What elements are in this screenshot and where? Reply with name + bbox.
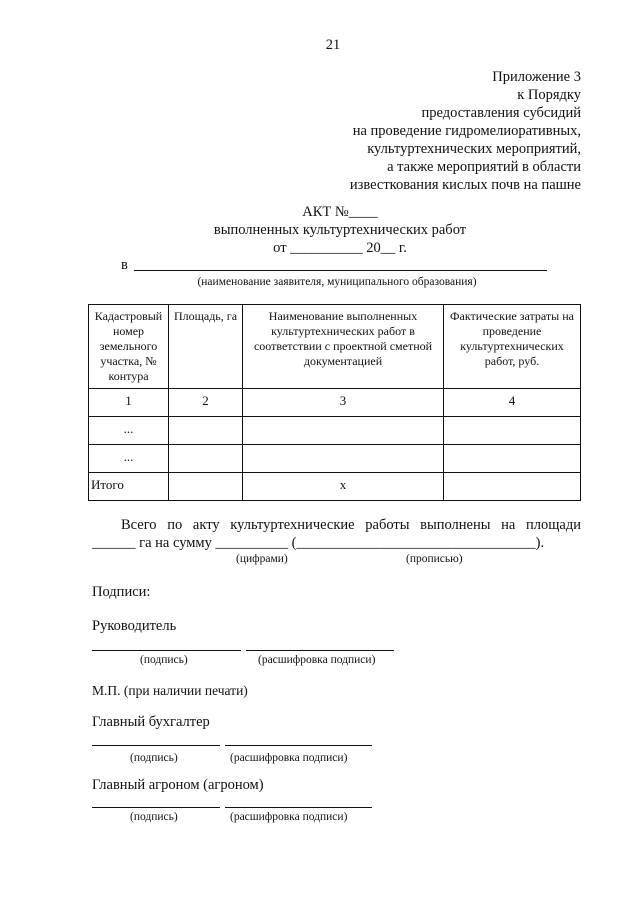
- cell: ...: [89, 445, 169, 473]
- appendix-line: предоставления субсидий: [421, 105, 581, 121]
- signer-role: Главный бухгалтер: [92, 714, 210, 730]
- act-subtitle: выполненных культуртехнических работ: [213, 222, 467, 238]
- table-row: [89, 417, 581, 445]
- decode-caption: (расшифровка подписи): [230, 752, 348, 764]
- appendix-line: Приложение 3: [492, 69, 581, 85]
- cell: [243, 417, 444, 445]
- caption-digits: (цифрами): [236, 553, 288, 565]
- decode-line: [246, 650, 394, 651]
- page-number: 21: [325, 37, 341, 53]
- signature-caption: (подпись): [130, 752, 178, 764]
- decode-line: [225, 807, 372, 808]
- signature-line: [92, 745, 220, 746]
- signer-role: Главный агроном (агроном): [92, 777, 264, 793]
- decode-caption: (расшифровка подписи): [230, 811, 348, 823]
- cell: 4: [444, 389, 581, 417]
- decode-line: [225, 745, 372, 746]
- applicant-caption: (наименование заявителя, муниципального образования): [197, 276, 477, 288]
- signature-line: [92, 807, 220, 808]
- header-area: Площадь, га: [169, 305, 243, 389]
- header-costs: Фактические затраты на проведение культуртехнических работ, руб.: [444, 305, 581, 389]
- cell: 2: [169, 389, 243, 417]
- cell: [444, 445, 581, 473]
- decode-caption: (расшифровка подписи): [258, 654, 376, 666]
- cell: [243, 445, 444, 473]
- caption-words: (прописью): [406, 553, 463, 565]
- appendix-header: [350, 68, 581, 194]
- table-row: [89, 389, 581, 417]
- cell: [444, 417, 581, 445]
- appendix-line: к Порядку: [517, 87, 581, 103]
- cell: Итого: [89, 473, 169, 501]
- appendix-line: известкования кислых почв на пашне: [349, 177, 581, 193]
- applicant-line: [134, 270, 547, 271]
- appendix-line: а также мероприятий в области: [387, 159, 581, 175]
- signatures-label: Подписи:: [92, 584, 151, 600]
- signature-line: [92, 650, 241, 651]
- cell: ...: [89, 417, 169, 445]
- cell: 3: [243, 389, 444, 417]
- in-prefix: в: [121, 257, 128, 273]
- total-line-1: Всего по акту культуртехнические работы выполнены на площади: [121, 517, 581, 533]
- works-table: [88, 304, 581, 501]
- stamp-note: М.П. (при наличии печати): [92, 683, 248, 698]
- total-line-2: ______ га на сумму __________ (_________________________________).: [92, 535, 545, 551]
- cell: 1: [89, 389, 169, 417]
- cell: [169, 445, 243, 473]
- signature-caption: (подпись): [130, 811, 178, 823]
- cell: [444, 473, 581, 501]
- appendix-line: на проведение гидромелиоративных,: [352, 123, 581, 139]
- table-row-total: [89, 473, 581, 501]
- cell: [169, 473, 243, 501]
- table-row: [89, 445, 581, 473]
- act-title: АКТ №____: [302, 204, 378, 220]
- act-date: от __________ 20__ г.: [273, 240, 407, 256]
- header-works: Наименование выполненных культуртехнических работ в соответствии с проектной сметной документацией: [243, 305, 444, 389]
- cell: х: [243, 473, 444, 501]
- signer-role: Руководитель: [92, 618, 177, 634]
- cell: [169, 417, 243, 445]
- appendix-line: культуртехнических мероприятий,: [367, 141, 581, 157]
- header-cadastral: Кадастровый номер земельного участка, № контура: [89, 305, 169, 389]
- signature-caption: (подпись): [140, 654, 188, 666]
